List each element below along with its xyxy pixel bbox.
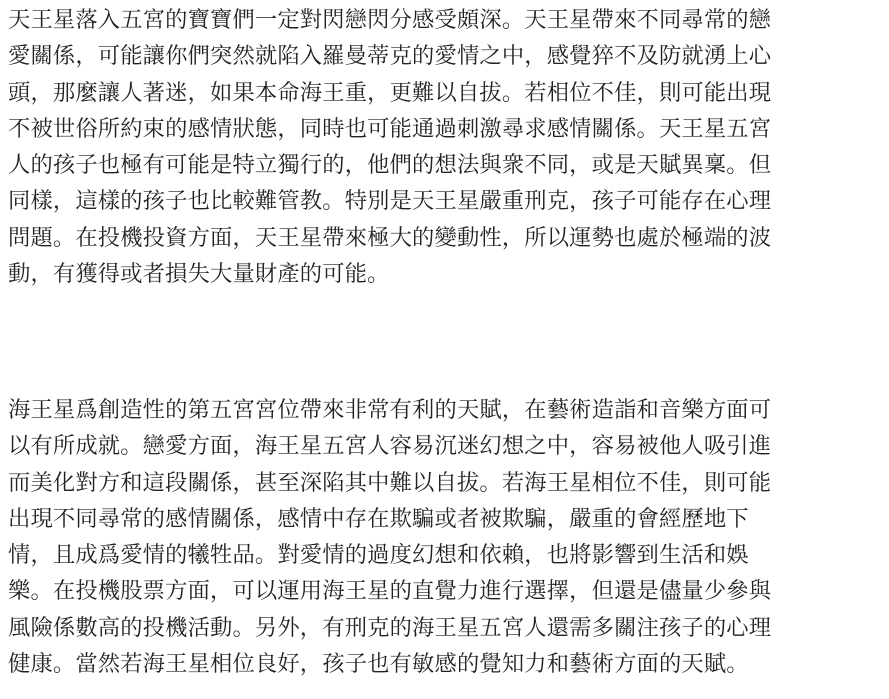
text-line: 樂。在投機股票方面，可以運用海王星的直覺力進行選擇，但還是儘量少參與 (8, 578, 772, 605)
text-line: 風險係數高的投機活動。另外，有刑克的海王星五宮人還需多關注孩子的心理 (8, 614, 772, 641)
paragraph-uranus-fifth-house (8, 2, 771, 292)
text-line: 以有所成就。戀愛方面，海王星五宮人容易沉迷幻想之中，容易被他人吸引進 (8, 433, 772, 460)
text-line: 愛關係，可能讓你們突然就陷入羅曼蒂克的愛情之中，感覺猝不及防就湧上心 (8, 43, 772, 70)
text-line: 健康。當然若海王星相位良好，孩子也有敏感的覺知力和藝術方面的天賦。 (8, 651, 749, 678)
text-line: 不被世俗所約束的感情狀態，同時也可能通過刺激尋求感情關係。天王星五宮 (8, 115, 772, 142)
text-line: 頭，那麼讓人著迷，如果本命海王重，更難以自拔。若相位不佳，則可能出現 (8, 79, 772, 106)
text-line: 出現不同尋常的感情關係，感情中存在欺騙或者被欺騙，嚴重的會經歷地下 (8, 505, 749, 532)
text-line: 情，且成爲愛情的犧牲品。對愛情的過度幻想和依賴，也將影響到生活和娛 (8, 542, 749, 569)
text-line: 而美化對方和這段關係，甚至深陷其中難以自拔。若海王星相位不佳，則可能 (8, 469, 772, 496)
text-line: 人的孩子也極有可能是特立獨行的，他們的想法與衆不同，或是天賦異稟。但 (8, 152, 772, 179)
text-line: 海王星爲創造性的第五宮宮位帶來非常有利的天賦，在藝術造詣和音樂方面可 (8, 397, 772, 423)
text-line: 同樣，這樣的孩子也比較難管教。特別是天王星嚴重刑克，孩子可能存在心理 (8, 188, 772, 215)
text-line: 問題。在投機投資方面，天王星帶來極大的變動性，所以運勢也處於極端的波 (8, 224, 772, 251)
text-line: 動，有獲得或者損失大量財產的可能。 (8, 261, 390, 288)
text-line: 天王星落入五宮的寶寶們一定對閃戀閃分感受頗深。天王星帶來不同尋常的戀 (8, 7, 772, 33)
paragraph-neptune-fifth-house (8, 392, 771, 682)
